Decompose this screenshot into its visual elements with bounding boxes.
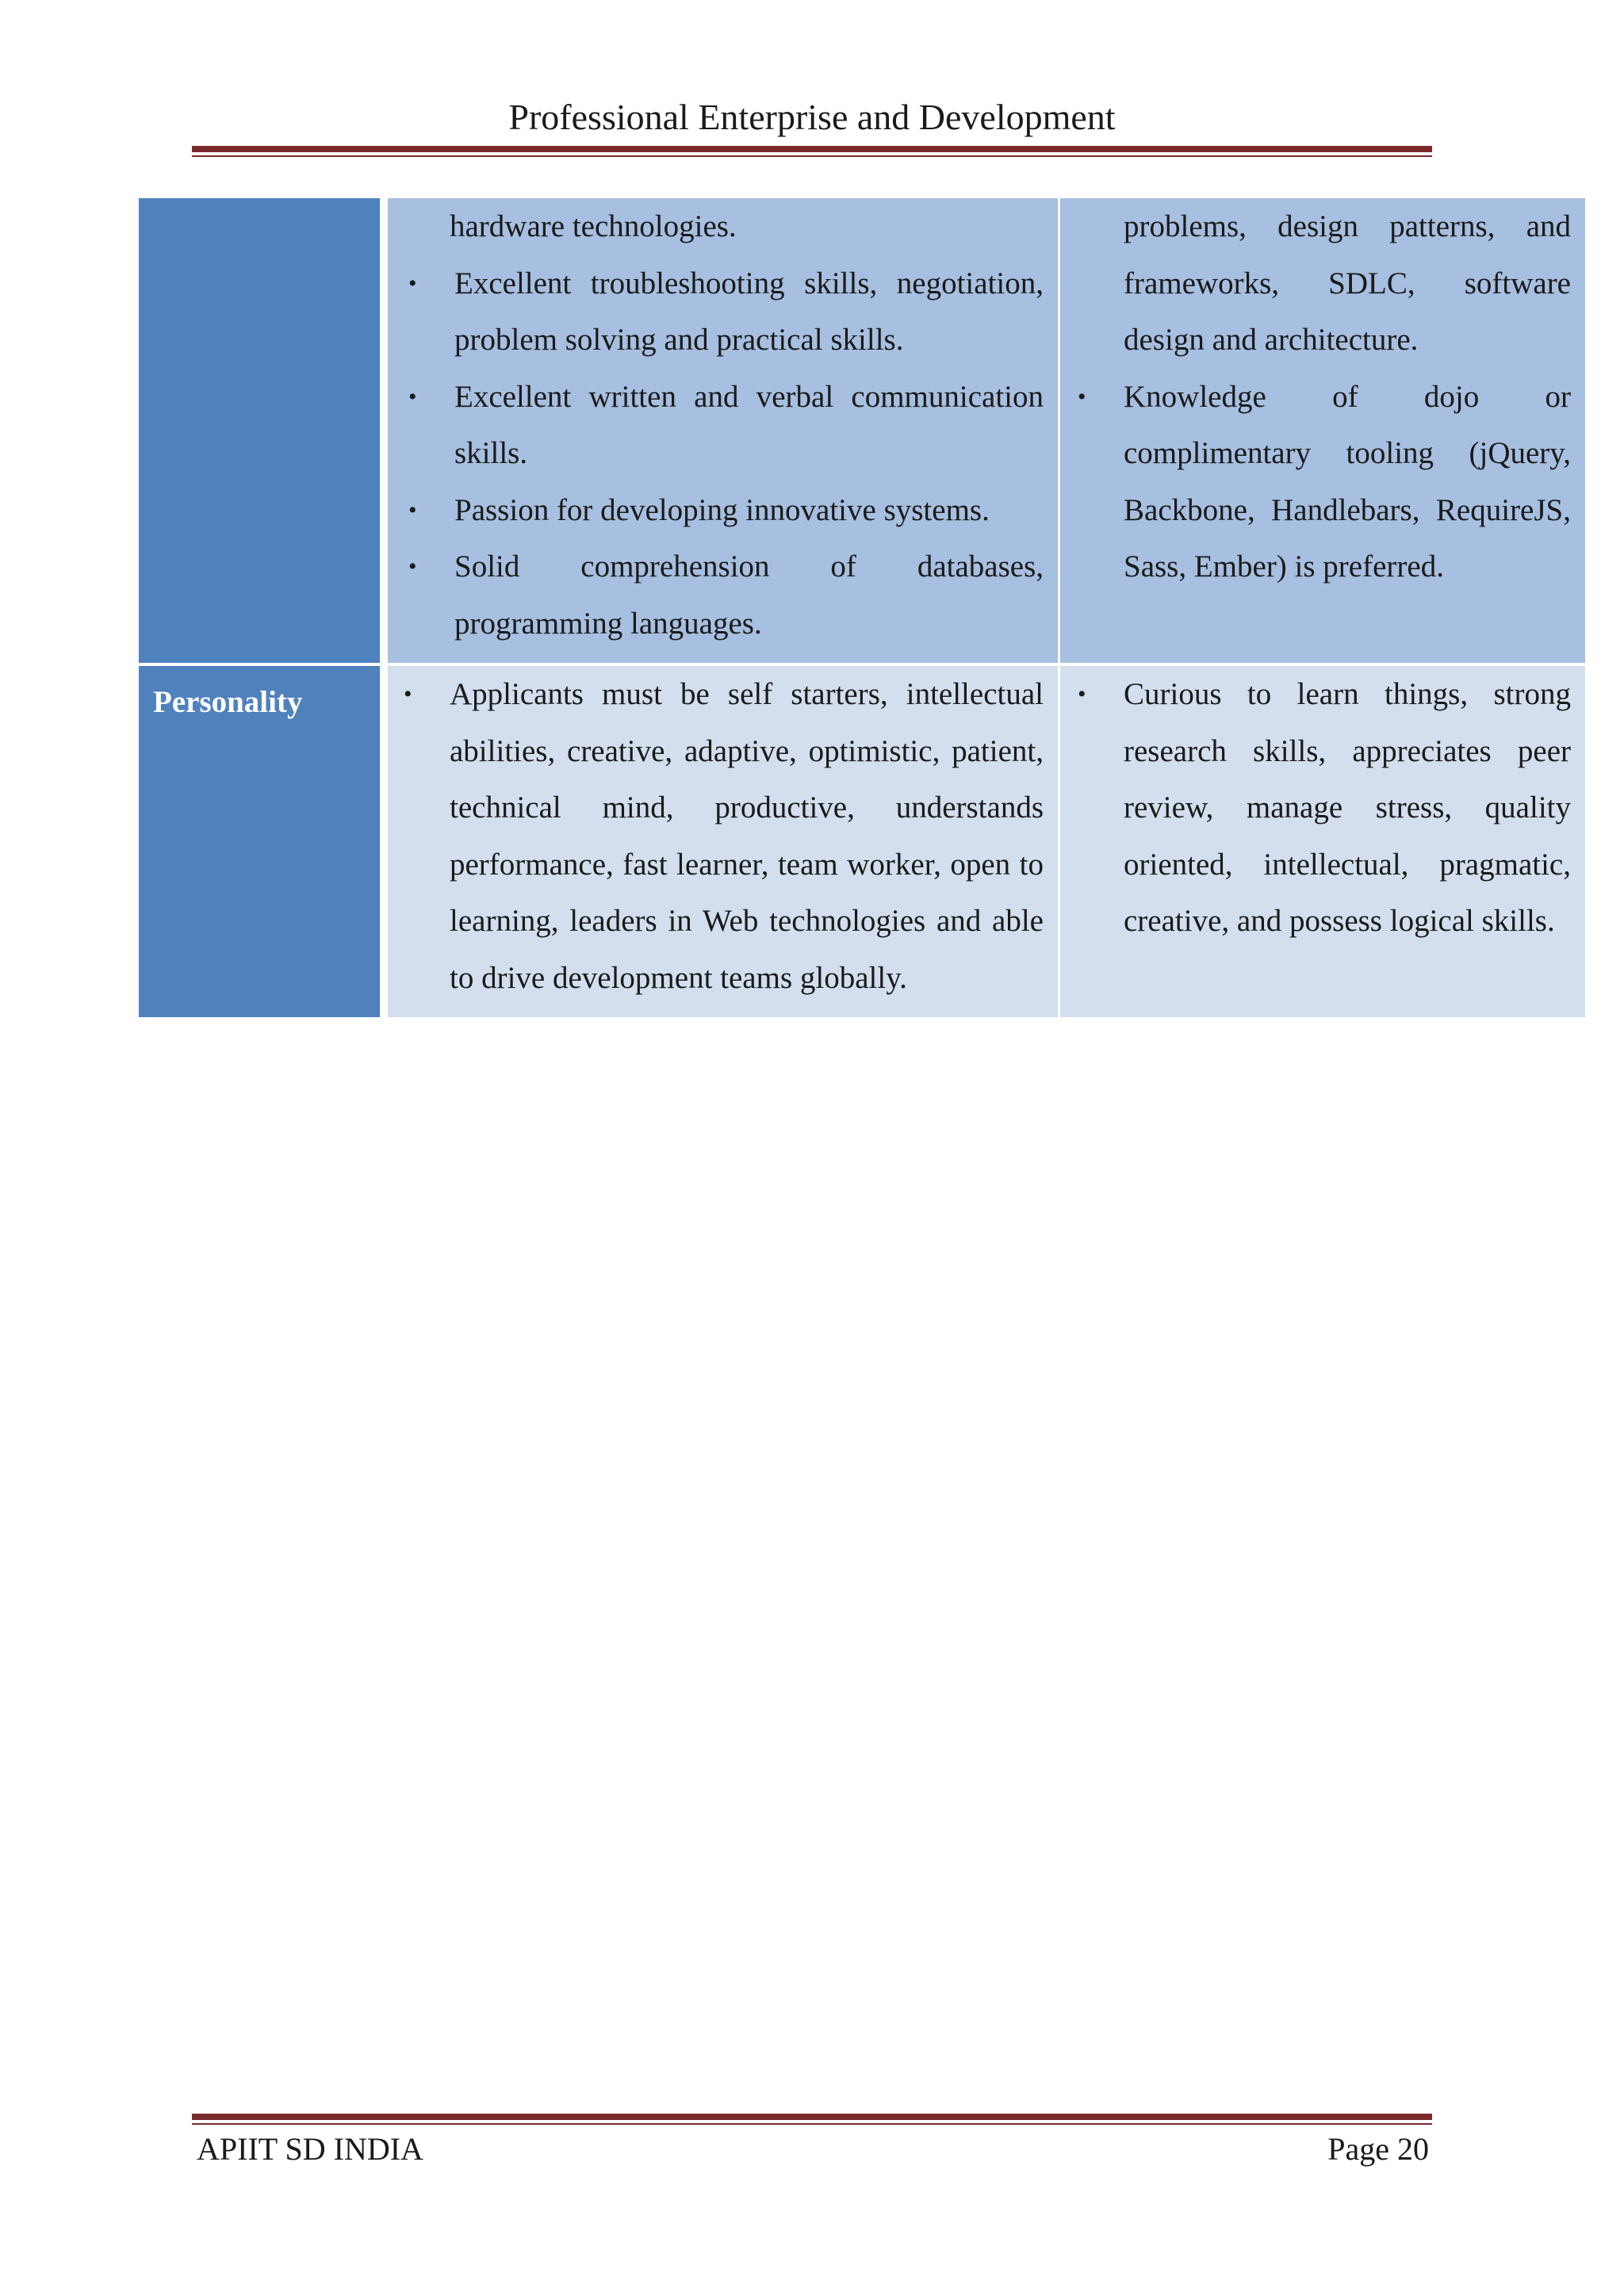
footer-rule [192, 2114, 1432, 2125]
row-label-cell [139, 198, 388, 666]
bullet-list [408, 255, 1044, 652]
page-header-title: Professional Enterprise and Development [508, 97, 1116, 137]
list-item-text: Applicants must be self starters, intellectual abilities, creative, adaptive, optimistic, patient, technical mind, productive, understands performance, fast learner, team worker, open to learning, leaders in Web technologies and able to drive development teams globally. [450, 677, 1044, 995]
list-item-text: Excellent troubleshooting skills, negotiation, problem solving and practical skills. [454, 266, 1044, 357]
column-one-cell [388, 666, 1060, 1017]
list-item-text: Knowledge of dojo or complimentary tooling (jQuery, Backbone, Handlebars, RequireJS, Sass, Ember) is preferred. [1124, 379, 1571, 584]
bullet-icon: • [1078, 681, 1086, 707]
bullet-icon: • [408, 496, 417, 523]
column-two-cell [1060, 198, 1585, 666]
bullet-list [1078, 369, 1571, 595]
page-footer [197, 2128, 1429, 2171]
list-item-text: Curious to learn things, strong research skills, appreciates peer review, manage stress, quality oriented, intellectual, pragmatic, creative, and possess logical skills. [1124, 677, 1571, 938]
row-label-cell [139, 666, 388, 1017]
bullet-icon: • [408, 553, 417, 580]
list-item [408, 538, 1044, 652]
list-item [1078, 369, 1571, 595]
bullet-icon: • [408, 383, 417, 410]
column-two-cell [1060, 666, 1585, 1017]
bullet-list [404, 666, 1044, 1006]
list-item [408, 255, 1044, 369]
list-item [1078, 666, 1571, 950]
list-item [404, 666, 1044, 1006]
list-item [408, 369, 1044, 482]
header-rule [192, 146, 1432, 157]
requirements-table [139, 198, 1585, 1017]
list-item-text: Passion for developing innovative systems. [454, 492, 990, 527]
list-item [408, 482, 1044, 539]
column-one-cell [388, 198, 1060, 666]
footer-page-number: Page 20 [1327, 2131, 1429, 2167]
bullet-list [1078, 666, 1571, 950]
continuation-text: hardware technologies. [450, 209, 737, 243]
row-label-personality: Personality [153, 685, 303, 719]
bullet-icon: • [404, 681, 412, 707]
list-item-text: Excellent written and verbal communication skills. [454, 379, 1044, 470]
list-item-text: Solid comprehension of databases, programming languages. [454, 549, 1044, 641]
continuation-text: problems, design patterns, and frameworks, SDLC, software design and architecture. [1124, 209, 1571, 357]
row-label [153, 198, 380, 206]
table-row [139, 198, 1585, 666]
bullet-icon: • [1078, 383, 1086, 410]
table-row [139, 666, 1585, 1017]
bullet-icon: • [408, 270, 417, 297]
footer-organization: APIIT SD INDIA [197, 2131, 423, 2167]
